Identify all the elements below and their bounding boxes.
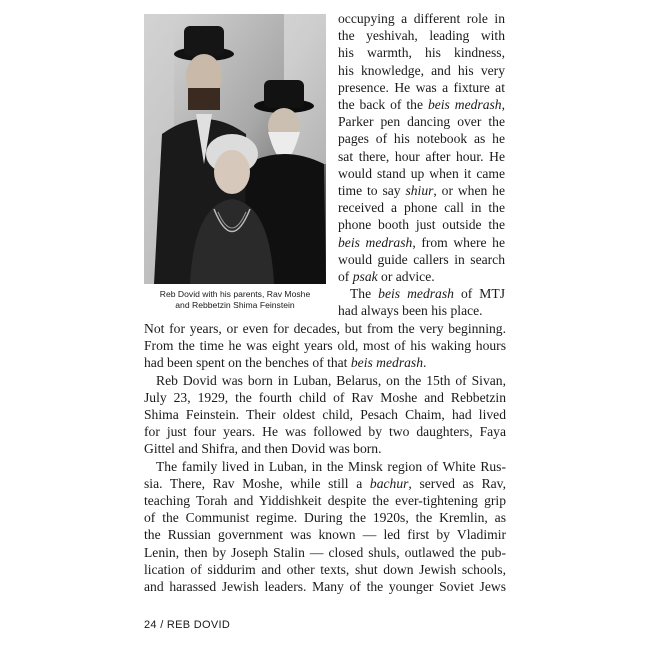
italic-term: beis medrash — [378, 286, 454, 302]
text-line: From the time he was eight years old, most of his waking hours — [144, 338, 506, 354]
text-line: Shima Feinstein. Their oldest child, Pesach Chaim, had lived — [144, 407, 506, 423]
page-footer: 24 / REB DOVID — [144, 619, 231, 631]
text-line: of the Communist regime. During the 1920s, the Kremlin, as — [144, 510, 506, 526]
text-line: had been spent on the benches of that beis medrash. — [144, 355, 427, 371]
text-line: Gittel and Shifra, and then Dovid was born. — [144, 441, 382, 457]
text-line: his warmth, his kindness, — [338, 45, 505, 61]
text-line: lication of siddurim and other texts, shut down Jewish schools, — [144, 561, 506, 577]
text-line: Not for years, or even for decades, but from the very beginning. — [144, 321, 506, 336]
text-line: beis medrash, from where he — [338, 234, 505, 250]
text-line: presence. He was a fixture at — [338, 79, 505, 95]
caption-line: and Rebbetzin Shima Feinstein — [175, 300, 295, 310]
text-line: for just four years. He was followed by two daughters, Faya — [144, 424, 506, 440]
italic-term: beis medrash — [427, 97, 502, 113]
text-line: had always been his place. — [338, 303, 483, 319]
text-line: time to say shiur, or when he — [338, 183, 505, 199]
body-text-full-width — [144, 320, 506, 595]
text-line: would guide callers in search — [338, 251, 505, 267]
text-line: sat there, hour after hour. He — [338, 148, 505, 164]
text-line: Reb Dovid was born in Luban, Belarus, on the 15th of Sivan, — [156, 372, 506, 388]
text-line: sia. There, Rav Moshe, while still a bachur, served as Rav, — [144, 475, 506, 491]
italic-term: beis medrash — [350, 355, 423, 371]
italic-term: shiur — [405, 183, 434, 199]
text-line: of psak or advice. — [338, 269, 435, 285]
photo-caption — [140, 289, 330, 311]
text-line: phone booth just outside the — [338, 217, 505, 233]
text-line: Lenin, then by Joseph Stalin — closed shuls, outlawed the pub- — [144, 544, 506, 560]
text-line: and harassed Jewish leaders. Many of the younger Soviet Jews — [144, 579, 506, 595]
text-line: July 23, 1929, the fourth child of Rav Moshe and Rebbetzin — [144, 389, 506, 405]
text-line: occupying a different role in — [338, 11, 505, 26]
text-line: the back of the beis medrash, — [338, 97, 505, 113]
text-line: received a phone call in the — [338, 200, 505, 216]
italic-term: beis medrash — [338, 234, 413, 250]
italic-term: psak — [352, 269, 378, 285]
text-line: would stand up when it came — [338, 165, 505, 181]
text-line: pages of his notebook as he — [338, 131, 505, 147]
text-line: his knowledge, and his very — [338, 62, 505, 78]
text-line: teaching Torah and Yiddishkeit despite the ever-tightening grip — [144, 493, 506, 509]
text-line: The family lived in Luban, in the Minsk region of White Rus- — [156, 458, 506, 474]
caption-line: Reb Dovid with his parents, Rav Moshe — [159, 289, 311, 299]
text-line: The beis medrash of MTJ — [350, 286, 505, 302]
italic-term: bachur — [369, 475, 409, 491]
body-text-column — [338, 10, 505, 320]
text-line: Parker pen dancing over the — [338, 114, 505, 130]
family-photo — [144, 14, 326, 284]
text-line: the yeshivah, leading with — [338, 28, 505, 44]
text-line: the Russian government was known — led first by Vladimir — [144, 527, 506, 543]
